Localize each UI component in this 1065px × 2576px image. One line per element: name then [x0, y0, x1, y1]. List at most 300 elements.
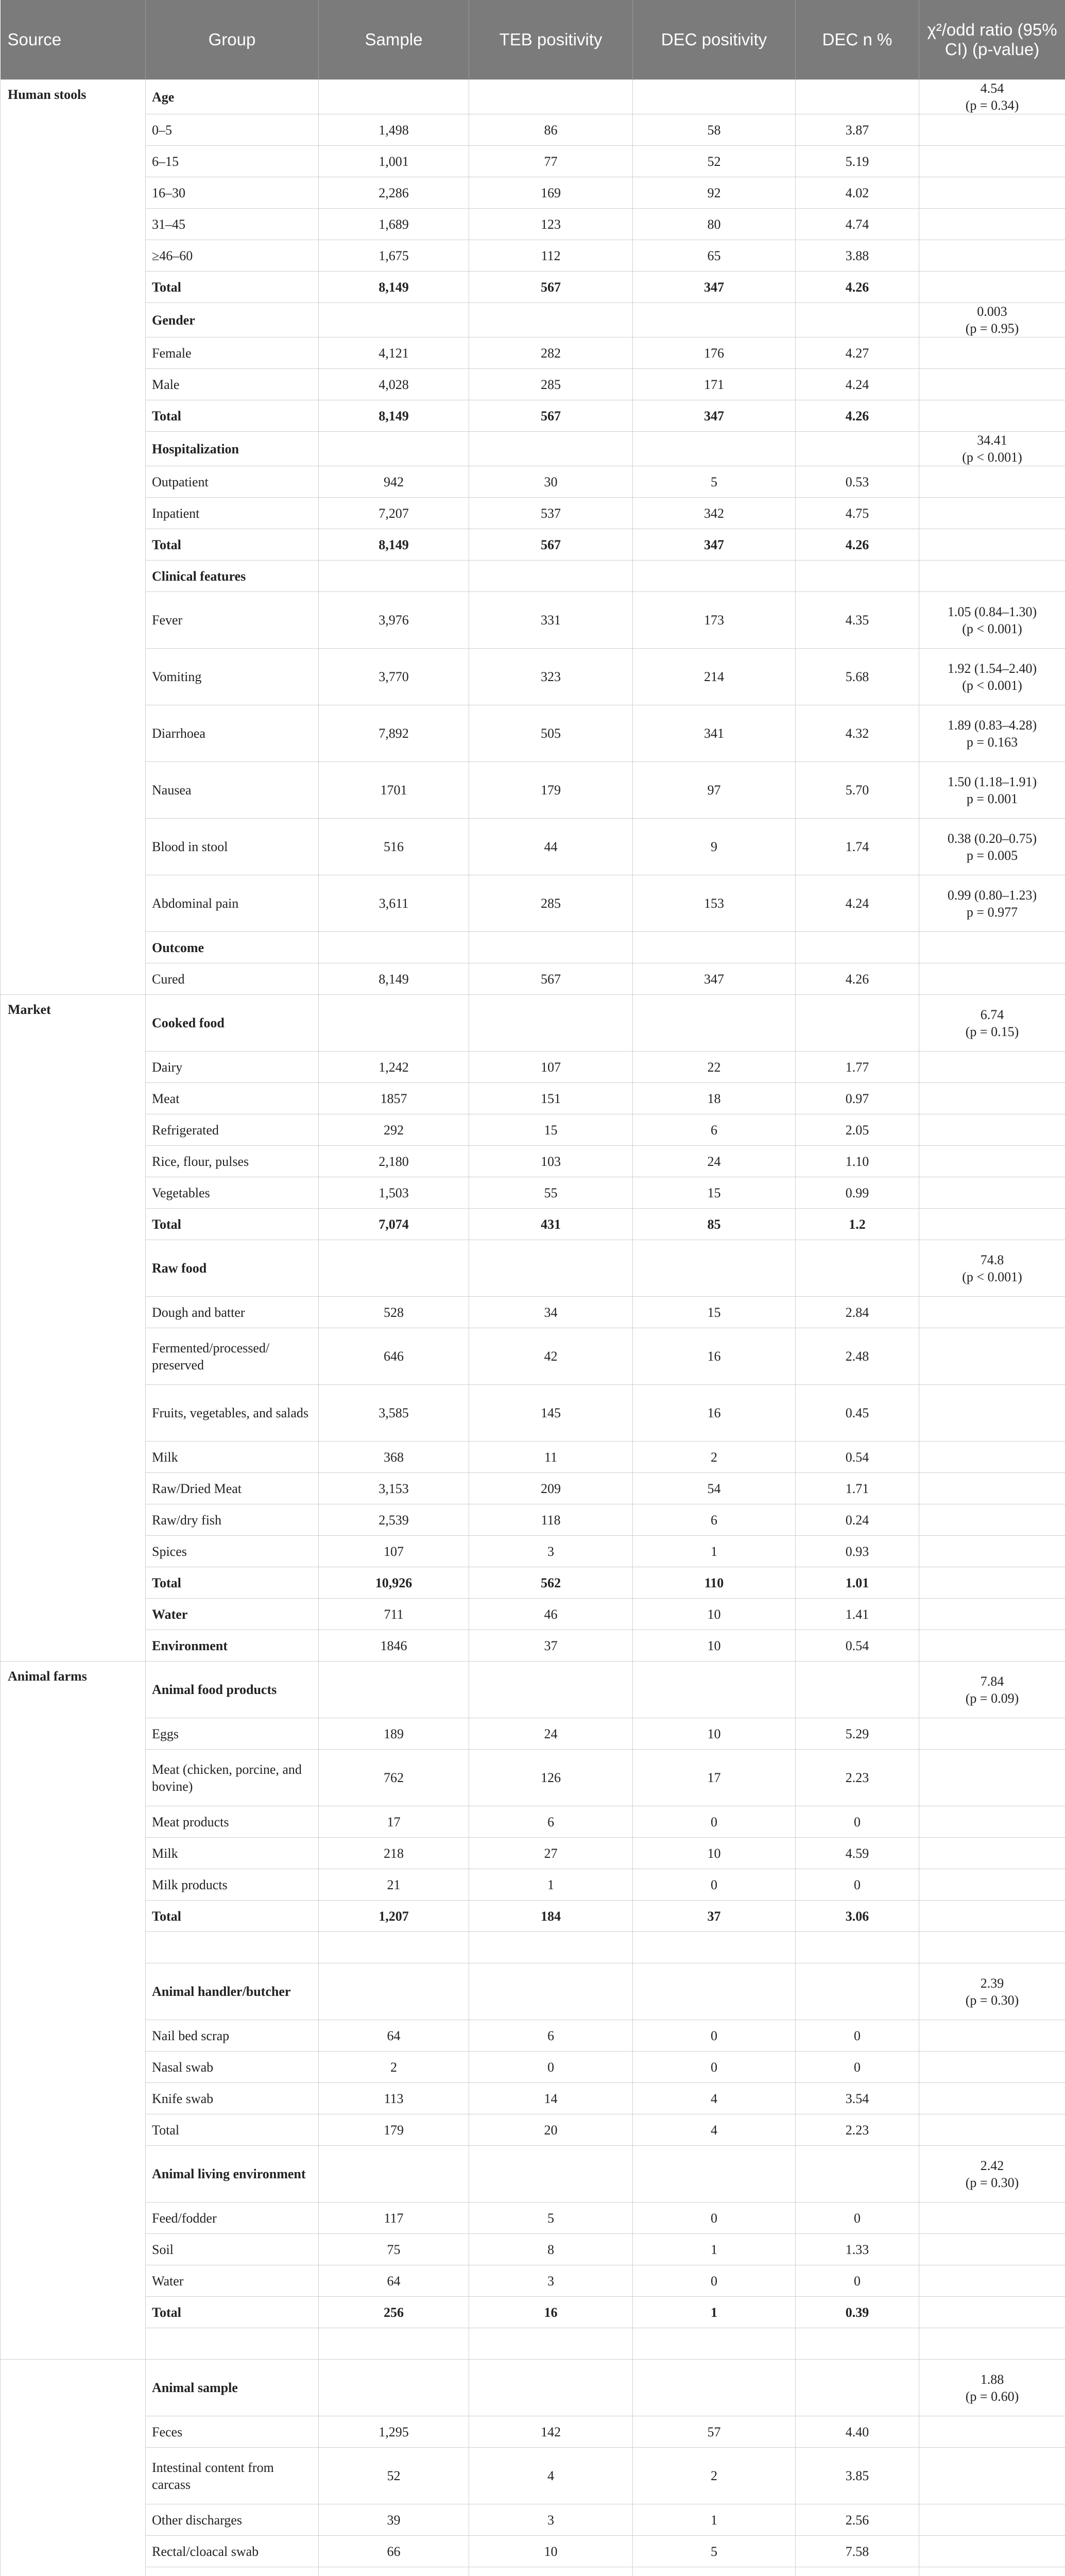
stat-value: 34.41 — [977, 433, 1007, 448]
dec-cell: 92 — [633, 177, 796, 209]
sample-cell: 7,892 — [319, 705, 469, 762]
stat-cell — [919, 932, 1065, 963]
dec-cell — [633, 1932, 796, 1963]
group-cell: Refrigerated — [146, 1114, 319, 1146]
dec-cell: 347 — [633, 529, 796, 561]
stat-value: 1.89 (0.83–4.28) — [947, 717, 1037, 733]
table-row — [1, 1177, 1065, 1209]
sample-cell: 107 — [319, 1536, 469, 1567]
teb-cell — [469, 1932, 633, 1963]
dec-pct-cell — [796, 1240, 919, 1297]
table-row — [1, 2020, 1065, 2052]
dec-pct-cell — [796, 995, 919, 1052]
dec-cell: 347 — [633, 963, 796, 995]
teb-cell: 285 — [469, 875, 633, 932]
teb-cell: 5 — [469, 2202, 633, 2234]
dec-pct-cell: 4.24 — [796, 875, 919, 932]
header-dec-pct: DEC n % — [796, 0, 919, 80]
teb-cell: 44 — [469, 819, 633, 875]
stat-cell — [919, 2146, 1065, 2202]
teb-cell: 282 — [469, 337, 633, 369]
sample-cell: 256 — [319, 2297, 469, 2328]
table-row — [1, 1442, 1065, 1473]
table-row — [1, 995, 1065, 1052]
teb-cell: 184 — [469, 1901, 633, 1932]
table-row — [1, 1146, 1065, 1177]
dec-cell: 0 — [633, 2052, 796, 2083]
dec-cell: 0 — [633, 1869, 796, 1901]
group-cell: Milk — [146, 1838, 319, 1869]
teb-cell: 126 — [469, 1750, 633, 1806]
dec-cell: 1 — [633, 2297, 796, 2328]
dec-pct-cell: 7.58 — [796, 2536, 919, 2567]
dec-cell — [633, 80, 796, 114]
dec-pct-cell: 1.2 — [796, 1209, 919, 1240]
dec-cell: 1 — [633, 2504, 796, 2536]
stat-pvalue: (p < 0.001) — [962, 677, 1022, 693]
group-cell: Raw/Dried Meat — [146, 1473, 319, 1504]
dec-cell: 171 — [633, 369, 796, 400]
teb-cell: 16 — [469, 2297, 633, 2328]
table-row — [1, 2297, 1065, 2328]
teb-cell: 567 — [469, 272, 633, 303]
group-cell: Fermented/processed/ preserved — [146, 1328, 319, 1385]
dec-cell: 17 — [633, 1750, 796, 1806]
teb-cell: 431 — [469, 1209, 633, 1240]
sample-cell: 3,976 — [319, 592, 469, 649]
teb-cell: 6 — [469, 1806, 633, 1838]
dec-pct-cell: 1.33 — [796, 2234, 919, 2265]
group-cell: Total — [146, 529, 319, 561]
stat-cell — [919, 705, 1065, 762]
stat-pvalue: p = 0.163 — [966, 734, 1018, 750]
stat-cell — [919, 995, 1065, 1052]
teb-cell: 8 — [469, 2234, 633, 2265]
dec-cell: 347 — [633, 272, 796, 303]
table-row — [1, 1630, 1065, 1662]
table-row — [1, 2567, 1065, 2576]
table-row — [1, 1473, 1065, 1504]
dec-pct-cell: 2.23 — [796, 1750, 919, 1806]
stat-cell — [919, 2020, 1065, 2052]
group-cell: Feed/fodder — [146, 2202, 319, 2234]
stat-value: 0.99 (0.80–1.23) — [947, 887, 1037, 903]
dec-cell: 24 — [633, 1146, 796, 1177]
sample-cell — [319, 2146, 469, 2202]
sample-cell: 528 — [319, 1297, 469, 1328]
sample-cell: 1,207 — [319, 1901, 469, 1932]
sample-cell: 516 — [319, 819, 469, 875]
group-cell: Outpatient — [146, 466, 319, 498]
sample-cell: 1,295 — [319, 2416, 469, 2448]
dec-cell — [633, 432, 796, 466]
table-row — [1, 2328, 1065, 2360]
dec-pct-cell — [796, 2146, 919, 2202]
group-cell: Other discharges — [146, 2504, 319, 2536]
dec-cell: 57 — [633, 2416, 796, 2448]
dec-cell: 341 — [633, 705, 796, 762]
table-row — [1, 400, 1065, 432]
sample-cell: 189 — [319, 1718, 469, 1750]
sample-cell: 2,180 — [319, 1146, 469, 1177]
group-cell: 0–5 — [146, 114, 319, 146]
stat-cell — [919, 369, 1065, 400]
group-cell: Cooked food — [146, 995, 319, 1052]
stat-cell — [919, 1838, 1065, 1869]
teb-cell: 179 — [469, 762, 633, 819]
dec-pct-cell: 0 — [796, 1869, 919, 1901]
stat-cell — [919, 1442, 1065, 1473]
table-row — [1, 177, 1065, 209]
dec-pct-cell — [796, 303, 919, 337]
stat-cell — [919, 2536, 1065, 2567]
table-row — [1, 1932, 1065, 1963]
dec-cell: 2 — [633, 2448, 796, 2504]
dec-pct-cell: 4.75 — [796, 498, 919, 529]
dec-pct-cell — [796, 1662, 919, 1718]
group-cell: Outcome — [146, 932, 319, 963]
dec-cell: 214 — [633, 649, 796, 705]
dec-cell: 15 — [633, 1177, 796, 1209]
dec-cell — [633, 2328, 796, 2360]
dec-cell: 153 — [633, 875, 796, 932]
group-cell: Dairy — [146, 1052, 319, 1083]
group-cell: Eggs — [146, 1718, 319, 1750]
stat-value: 0.38 (0.20–0.75) — [947, 831, 1037, 846]
table-row — [1, 2083, 1065, 2114]
stat-value: 7.84 — [980, 1673, 1004, 1689]
dec-cell — [633, 2146, 796, 2202]
stat-pvalue: (p = 0.34) — [965, 98, 1019, 113]
dec-pct-cell: 1.01 — [796, 1567, 919, 1599]
table-row — [1, 369, 1065, 400]
stat-pvalue: (p = 0.30) — [965, 2175, 1019, 2190]
sample-cell: 3,611 — [319, 875, 469, 932]
dec-cell: 5 — [633, 2536, 796, 2567]
stat-cell — [919, 1297, 1065, 1328]
stat-cell — [919, 1083, 1065, 1114]
group-cell: Animal living environment — [146, 2146, 319, 2202]
dec-pct-cell: 0 — [796, 2265, 919, 2297]
sample-cell — [319, 1662, 469, 1718]
group-cell: Meat products — [146, 1806, 319, 1838]
teb-cell — [469, 432, 633, 466]
teb-cell: 86 — [469, 114, 633, 146]
stat-cell — [919, 1750, 1065, 1806]
sample-cell: 10,926 — [319, 1567, 469, 1599]
teb-cell — [469, 80, 633, 114]
stat-cell — [919, 2416, 1065, 2448]
teb-cell: 20 — [469, 2114, 633, 2146]
dec-cell: 6 — [633, 1114, 796, 1146]
sample-cell — [319, 932, 469, 963]
sample-cell: 117 — [319, 2202, 469, 2234]
sample-cell: 8,149 — [319, 963, 469, 995]
sample-cell: 113 — [319, 2083, 469, 2114]
teb-cell: 118 — [469, 1504, 633, 1536]
sample-cell: 1,503 — [319, 1177, 469, 1209]
sample-cell: 1,242 — [319, 1052, 469, 1083]
sample-cell: 1,498 — [319, 114, 469, 146]
stat-value: 74.8 — [980, 1252, 1004, 1267]
group-cell: Water — [146, 2265, 319, 2297]
group-cell: Feces — [146, 2416, 319, 2448]
dec-cell: 16 — [633, 1328, 796, 1385]
stat-cell — [919, 498, 1065, 529]
stat-cell — [919, 875, 1065, 932]
sample-cell: 17 — [319, 1806, 469, 1838]
table-row — [1, 2114, 1065, 2146]
table-row — [1, 762, 1065, 819]
table-row — [1, 2265, 1065, 2297]
stat-pvalue: (p = 0.95) — [965, 321, 1019, 336]
dec-pct-cell: 3.85 — [796, 2448, 919, 2504]
stat-cell — [919, 2114, 1065, 2146]
teb-cell: 567 — [469, 963, 633, 995]
teb-cell: 123 — [469, 209, 633, 240]
table-row — [1, 146, 1065, 177]
stat-cell — [919, 1052, 1065, 1083]
dec-cell — [633, 303, 796, 337]
dec-cell — [633, 932, 796, 963]
dec-cell: 10 — [633, 1838, 796, 1869]
group-cell: Cured — [146, 963, 319, 995]
source-cell: Market — [1, 995, 146, 1662]
group-cell — [146, 2567, 319, 2576]
dec-pct-cell: 5.29 — [796, 1718, 919, 1750]
stat-cell — [919, 1901, 1065, 1932]
dec-cell: 173 — [633, 592, 796, 649]
stat-value: 0.003 — [977, 304, 1007, 319]
group-cell: Clinical features — [146, 561, 319, 592]
dec-pct-cell: 4.26 — [796, 272, 919, 303]
stat-cell — [919, 1385, 1065, 1442]
teb-cell: 3 — [469, 2265, 633, 2297]
teb-cell — [469, 932, 633, 963]
teb-cell: 142 — [469, 2416, 633, 2448]
stat-cell — [919, 1504, 1065, 1536]
group-cell: Knife swab — [146, 2083, 319, 2114]
teb-cell: 11 — [469, 1442, 633, 1473]
table-row — [1, 561, 1065, 592]
table-row — [1, 80, 1065, 114]
dec-pct-cell: 1.41 — [796, 1599, 919, 1630]
stat-cell — [919, 1473, 1065, 1504]
table-row — [1, 529, 1065, 561]
stat-cell — [919, 1662, 1065, 1718]
stat-cell — [919, 1869, 1065, 1901]
teb-cell: 37 — [469, 1630, 633, 1662]
teb-cell: 77 — [469, 146, 633, 177]
sample-cell — [319, 432, 469, 466]
sample-cell: 64 — [319, 2265, 469, 2297]
sample-cell: 179 — [319, 2114, 469, 2146]
group-cell: Water — [146, 1599, 319, 1630]
dec-cell — [633, 1240, 796, 1297]
sample-cell: 2,539 — [319, 1504, 469, 1536]
group-cell: Nausea — [146, 762, 319, 819]
teb-cell: 0 — [469, 2052, 633, 2083]
table-row — [1, 1209, 1065, 1240]
teb-cell: 331 — [469, 592, 633, 649]
table-row — [1, 272, 1065, 303]
dec-cell: 5 — [633, 466, 796, 498]
group-cell: Total — [146, 1567, 319, 1599]
teb-cell: 169 — [469, 177, 633, 209]
stat-pvalue: p = 0.005 — [966, 848, 1018, 863]
stat-cell — [919, 2504, 1065, 2536]
teb-cell: 6 — [469, 2020, 633, 2052]
teb-cell: 285 — [469, 369, 633, 400]
dec-pct-cell — [796, 932, 919, 963]
teb-cell — [469, 2360, 633, 2416]
group-cell: Animal handler/butcher — [146, 1963, 319, 2020]
teb-cell — [469, 1240, 633, 1297]
teb-cell: 107 — [469, 1052, 633, 1083]
sample-cell — [319, 1932, 469, 1963]
stat-cell — [919, 2083, 1065, 2114]
group-cell: Total — [146, 2297, 319, 2328]
table-row — [1, 2448, 1065, 2504]
stat-cell — [919, 2360, 1065, 2416]
group-cell: Female — [146, 337, 319, 369]
table-row — [1, 2504, 1065, 2536]
dec-pct-cell: 3.87 — [796, 114, 919, 146]
sample-cell: 292 — [319, 1114, 469, 1146]
sample-cell: 52 — [319, 2448, 469, 2504]
group-cell: Environment — [146, 1630, 319, 1662]
table-row — [1, 819, 1065, 875]
sample-cell: 3,585 — [319, 1385, 469, 1442]
stat-pvalue: (p = 0.60) — [965, 2388, 1019, 2404]
teb-cell: 30 — [469, 466, 633, 498]
table-row — [1, 1806, 1065, 1838]
dec-cell: 4 — [633, 2083, 796, 2114]
group-cell: Rectal/cloacal swab — [146, 2536, 319, 2567]
group-cell: 31–45 — [146, 209, 319, 240]
teb-cell — [469, 561, 633, 592]
teb-cell: 112 — [469, 240, 633, 272]
group-cell: Inpatient — [146, 498, 319, 529]
sample-cell — [319, 303, 469, 337]
stat-pvalue: (p = 0.09) — [965, 1690, 1019, 1706]
group-cell: Abdominal pain — [146, 875, 319, 932]
table-row — [1, 705, 1065, 762]
stat-cell — [919, 466, 1065, 498]
group-cell: Total — [146, 2114, 319, 2146]
teb-cell: 537 — [469, 498, 633, 529]
dec-cell: 58 — [633, 114, 796, 146]
dec-pct-cell: 4.40 — [796, 2416, 919, 2448]
table-row — [1, 1901, 1065, 1932]
stat-cell — [919, 1806, 1065, 1838]
sample-cell: 3,770 — [319, 649, 469, 705]
dec-cell: 4 — [633, 2114, 796, 2146]
stat-cell — [919, 209, 1065, 240]
teb-cell: 505 — [469, 705, 633, 762]
dec-pct-cell — [796, 2328, 919, 2360]
stat-value: 6.74 — [980, 1007, 1004, 1022]
dec-cell — [633, 2567, 796, 2576]
dec-pct-cell: 0 — [796, 1806, 919, 1838]
dec-pct-cell — [796, 1963, 919, 2020]
dec-pct-cell: 0.39 — [796, 2297, 919, 2328]
dec-pct-cell: 0.97 — [796, 1083, 919, 1114]
dec-pct-cell: 0.54 — [796, 1442, 919, 1473]
teb-cell — [469, 995, 633, 1052]
group-cell: Gender — [146, 303, 319, 337]
sample-cell: 1846 — [319, 1630, 469, 1662]
stat-cell — [919, 432, 1065, 466]
source-cell — [1, 2360, 146, 2576]
dec-cell: 37 — [633, 1901, 796, 1932]
dec-pct-cell — [796, 432, 919, 466]
table-row — [1, 592, 1065, 649]
sample-cell: 218 — [319, 1838, 469, 1869]
group-cell: Soil — [146, 2234, 319, 2265]
stat-cell — [919, 2234, 1065, 2265]
stat-cell — [919, 2448, 1065, 2504]
table-row — [1, 240, 1065, 272]
teb-cell: 567 — [469, 529, 633, 561]
table-row — [1, 432, 1065, 466]
sample-cell — [319, 2360, 469, 2416]
stat-cell — [919, 2328, 1065, 2360]
dec-cell: 80 — [633, 209, 796, 240]
dec-pct-cell: 2.84 — [796, 1297, 919, 1328]
group-cell: Diarrhoea — [146, 705, 319, 762]
sample-cell — [319, 995, 469, 1052]
group-cell: Fever — [146, 592, 319, 649]
sample-cell: 942 — [319, 466, 469, 498]
table-row — [1, 2052, 1065, 2083]
sample-cell: 762 — [319, 1750, 469, 1806]
stat-cell — [919, 177, 1065, 209]
table-row — [1, 1869, 1065, 1901]
table-row — [1, 303, 1065, 337]
dec-pct-cell: 2.05 — [796, 1114, 919, 1146]
dec-pct-cell — [796, 2567, 919, 2576]
dec-cell: 6 — [633, 1504, 796, 1536]
dec-cell: 97 — [633, 762, 796, 819]
table-body — [1, 80, 1065, 2576]
table-row — [1, 1114, 1065, 1146]
dec-pct-cell: 4.02 — [796, 177, 919, 209]
dec-cell: 176 — [633, 337, 796, 369]
stat-cell — [919, 2052, 1065, 2083]
stat-value: 1.88 — [980, 2371, 1004, 2387]
group-cell: Male — [146, 369, 319, 400]
dec-pct-cell: 0 — [796, 2020, 919, 2052]
table-row — [1, 1052, 1065, 1083]
stat-value: 1.50 (1.18–1.91) — [947, 774, 1037, 789]
dec-pct-cell — [796, 561, 919, 592]
table-row — [1, 1240, 1065, 1297]
dec-pct-cell: 4.59 — [796, 1838, 919, 1869]
sample-cell: 368 — [319, 1442, 469, 1473]
stat-pvalue: (p < 0.001) — [962, 621, 1022, 636]
dec-cell — [633, 1662, 796, 1718]
dec-pct-cell: 0.99 — [796, 1177, 919, 1209]
dec-pct-cell: 4.24 — [796, 369, 919, 400]
source-cell: Human stools — [1, 80, 146, 995]
dec-pct-cell: 0.45 — [796, 1385, 919, 1442]
dec-pct-cell: 1.71 — [796, 1473, 919, 1504]
sample-cell — [319, 1240, 469, 1297]
teb-cell: 3 — [469, 2504, 633, 2536]
group-cell: Fruits, vegetables, and salads — [146, 1385, 319, 1442]
dec-pct-cell — [796, 2360, 919, 2416]
